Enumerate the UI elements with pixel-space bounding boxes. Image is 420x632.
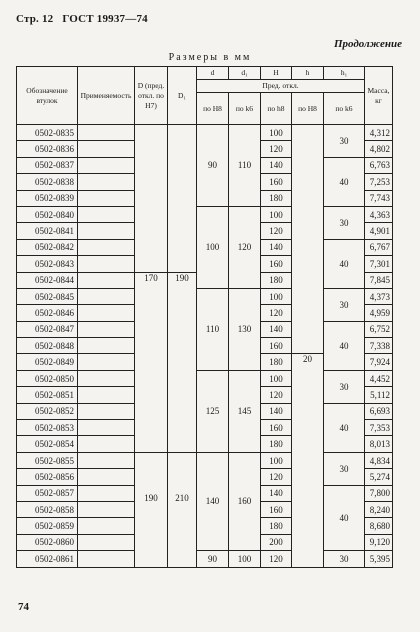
mass-cell: 4,901 xyxy=(365,223,393,239)
h1-cell: 40 xyxy=(324,321,365,370)
H-cell: 120 xyxy=(261,305,292,321)
designation-cell: 0502-0853 xyxy=(17,420,78,436)
H-cell: 120 xyxy=(261,141,292,157)
mass-cell: 6,693 xyxy=(365,403,393,419)
h-cell: 20 xyxy=(292,354,324,567)
designation-cell: 0502-0841 xyxy=(17,223,78,239)
mass-cell: 8,680 xyxy=(365,518,393,534)
d-cell: 125 xyxy=(197,370,229,452)
table-row xyxy=(17,370,393,386)
H-cell: 100 xyxy=(261,125,292,141)
H-cell: 160 xyxy=(261,501,292,517)
H-cell: 120 xyxy=(261,469,292,485)
mass-cell: 7,338 xyxy=(365,338,393,354)
page-label: Стр. 12 xyxy=(16,13,54,25)
col-application: Применяемость xyxy=(78,67,135,125)
H-cell: 160 xyxy=(261,420,292,436)
application-cell xyxy=(78,403,135,419)
tol-h: по H8 xyxy=(292,93,324,125)
tolerance-header: Пред. откл. xyxy=(197,80,365,93)
H-cell: 100 xyxy=(261,370,292,386)
designation-cell: 0502-0852 xyxy=(17,403,78,419)
application-cell xyxy=(78,420,135,436)
designation-cell: 0502-0857 xyxy=(17,485,78,501)
h1-cell: 40 xyxy=(324,485,365,551)
application-cell xyxy=(78,141,135,157)
application-cell xyxy=(78,338,135,354)
application-cell xyxy=(78,370,135,386)
H-cell: 140 xyxy=(261,239,292,255)
h1-cell: 30 xyxy=(324,206,365,239)
application-cell xyxy=(78,190,135,206)
H-cell: 180 xyxy=(261,518,292,534)
table-row xyxy=(17,452,393,468)
h-cell xyxy=(292,125,324,354)
h1-cell: 30 xyxy=(324,452,365,485)
designation-cell: 0502-0838 xyxy=(17,174,78,190)
mass-cell: 5,274 xyxy=(365,469,393,485)
tol-H: по h8 xyxy=(261,93,292,125)
col-H: H xyxy=(261,67,292,80)
application-cell xyxy=(78,206,135,222)
application-cell xyxy=(78,387,135,403)
h1-cell: 40 xyxy=(324,157,365,206)
mass-cell: 4,373 xyxy=(365,288,393,304)
H-cell: 100 xyxy=(261,452,292,468)
designation-cell: 0502-0858 xyxy=(17,501,78,517)
d-cell: 100 xyxy=(197,206,229,288)
application-cell xyxy=(78,256,135,272)
application-cell xyxy=(78,518,135,534)
mass-cell: 9,120 xyxy=(365,534,393,550)
H-cell: 140 xyxy=(261,403,292,419)
H-cell: 100 xyxy=(261,206,292,222)
D1-cell xyxy=(168,125,197,273)
h1-cell: 40 xyxy=(324,403,365,452)
designation-cell: 0502-0835 xyxy=(17,125,78,141)
d1-cell: 145 xyxy=(229,370,261,452)
application-cell xyxy=(78,125,135,141)
designation-cell: 0502-0849 xyxy=(17,354,78,370)
table-row xyxy=(17,206,393,222)
tol-d: по H8 xyxy=(197,93,229,125)
page-number: 74 xyxy=(18,601,29,613)
application-cell xyxy=(78,469,135,485)
application-cell xyxy=(78,501,135,517)
designation-cell: 0502-0845 xyxy=(17,288,78,304)
mass-cell: 5,395 xyxy=(365,551,393,567)
mass-cell: 4,363 xyxy=(365,206,393,222)
d-cell: 140 xyxy=(197,452,229,550)
mass-cell: 5,112 xyxy=(365,387,393,403)
mass-cell: 4,452 xyxy=(365,370,393,386)
H-cell: 160 xyxy=(261,256,292,272)
col-designation: Обозначение втулок xyxy=(17,67,78,125)
mass-cell: 7,743 xyxy=(365,190,393,206)
designation-cell: 0502-0837 xyxy=(17,157,78,173)
col-D: D (пред. откл. по H7) xyxy=(135,67,168,125)
D-cell xyxy=(135,125,168,273)
table-row xyxy=(17,288,393,304)
table-caption: Размеры в мм xyxy=(168,52,252,63)
designation-cell: 0502-0856 xyxy=(17,469,78,485)
h1-cell: 30 xyxy=(324,551,365,567)
mass-cell: 6,767 xyxy=(365,239,393,255)
designation-cell: 0502-0843 xyxy=(17,256,78,272)
application-cell xyxy=(78,223,135,239)
designation-cell: 0502-0850 xyxy=(17,370,78,386)
application-cell xyxy=(78,239,135,255)
H-cell: 200 xyxy=(261,534,292,550)
application-cell xyxy=(78,551,135,567)
D1-cell: 210 xyxy=(168,452,197,567)
H-cell: 180 xyxy=(261,436,292,452)
designation-cell: 0502-0836 xyxy=(17,141,78,157)
H-cell: 120 xyxy=(261,551,292,567)
table-row xyxy=(17,551,393,567)
H-cell: 180 xyxy=(261,272,292,288)
D-cell: 170 xyxy=(135,272,168,452)
d1-cell: 130 xyxy=(229,288,261,370)
H-cell: 140 xyxy=(261,157,292,173)
tol-d1: по k6 xyxy=(229,93,261,125)
mass-cell: 7,924 xyxy=(365,354,393,370)
mass-cell: 4,959 xyxy=(365,305,393,321)
designation-cell: 0502-0846 xyxy=(17,305,78,321)
mass-cell: 8,013 xyxy=(365,436,393,452)
d1-cell: 160 xyxy=(229,452,261,550)
application-cell xyxy=(78,452,135,468)
application-cell xyxy=(78,354,135,370)
mass-cell: 7,353 xyxy=(365,420,393,436)
designation-cell: 0502-0848 xyxy=(17,338,78,354)
col-D1: D₁ xyxy=(168,67,197,125)
designation-cell: 0502-0847 xyxy=(17,321,78,337)
d-cell: 90 xyxy=(197,551,229,567)
h1-cell: 40 xyxy=(324,239,365,288)
h1-cell: 30 xyxy=(324,370,365,403)
mass-cell: 7,253 xyxy=(365,174,393,190)
H-cell: 100 xyxy=(261,288,292,304)
designation-cell: 0502-0854 xyxy=(17,436,78,452)
designation-cell: 0502-0859 xyxy=(17,518,78,534)
H-cell: 160 xyxy=(261,174,292,190)
mass-cell: 7,800 xyxy=(365,485,393,501)
H-cell: 160 xyxy=(261,338,292,354)
designation-cell: 0502-0840 xyxy=(17,206,78,222)
designation-cell: 0502-0860 xyxy=(17,534,78,550)
dimensions-table xyxy=(16,66,393,568)
page-header xyxy=(16,13,154,25)
col-d: d xyxy=(197,67,229,80)
d1-cell: 110 xyxy=(229,125,261,207)
designation-cell: 0502-0851 xyxy=(17,387,78,403)
col-h: h xyxy=(292,67,324,80)
designation-cell: 0502-0855 xyxy=(17,452,78,468)
mass-cell: 4,802 xyxy=(365,141,393,157)
H-cell: 120 xyxy=(261,387,292,403)
h1-cell: 30 xyxy=(324,288,365,321)
designation-cell: 0502-0839 xyxy=(17,190,78,206)
application-cell xyxy=(78,321,135,337)
application-cell xyxy=(78,305,135,321)
mass-cell: 4,312 xyxy=(365,125,393,141)
mass-cell: 4,834 xyxy=(365,452,393,468)
H-cell: 180 xyxy=(261,354,292,370)
mass-cell: 7,301 xyxy=(365,256,393,272)
H-cell: 180 xyxy=(261,190,292,206)
mass-cell: 6,763 xyxy=(365,157,393,173)
application-cell xyxy=(78,288,135,304)
H-cell: 140 xyxy=(261,321,292,337)
application-cell xyxy=(78,157,135,173)
application-cell xyxy=(78,485,135,501)
table-row xyxy=(17,125,393,141)
d-cell: 90 xyxy=(197,125,229,207)
col-d1: d₁ xyxy=(229,67,261,80)
tol-h1: по k6 xyxy=(324,93,365,125)
D1-cell: 190 xyxy=(168,272,197,452)
designation-cell: 0502-0861 xyxy=(17,551,78,567)
designation-cell: 0502-0844 xyxy=(17,272,78,288)
continuation-label: Продолжение xyxy=(333,38,402,50)
H-cell: 140 xyxy=(261,485,292,501)
H-cell: 120 xyxy=(261,223,292,239)
col-h1: h₁ xyxy=(324,67,365,80)
mass-cell: 8,240 xyxy=(365,501,393,517)
mass-cell: 7,845 xyxy=(365,272,393,288)
standard-number: ГОСТ 19937—74 xyxy=(62,13,148,25)
application-cell xyxy=(78,174,135,190)
d1-cell: 100 xyxy=(229,551,261,567)
application-cell xyxy=(78,272,135,288)
d-cell: 110 xyxy=(197,288,229,370)
d1-cell: 120 xyxy=(229,206,261,288)
designation-cell: 0502-0842 xyxy=(17,239,78,255)
application-cell xyxy=(78,436,135,452)
h1-cell: 30 xyxy=(324,125,365,158)
D-cell: 190 xyxy=(135,452,168,567)
mass-cell: 6,752 xyxy=(365,321,393,337)
col-mass: Масса, кг xyxy=(365,67,393,125)
application-cell xyxy=(78,534,135,550)
